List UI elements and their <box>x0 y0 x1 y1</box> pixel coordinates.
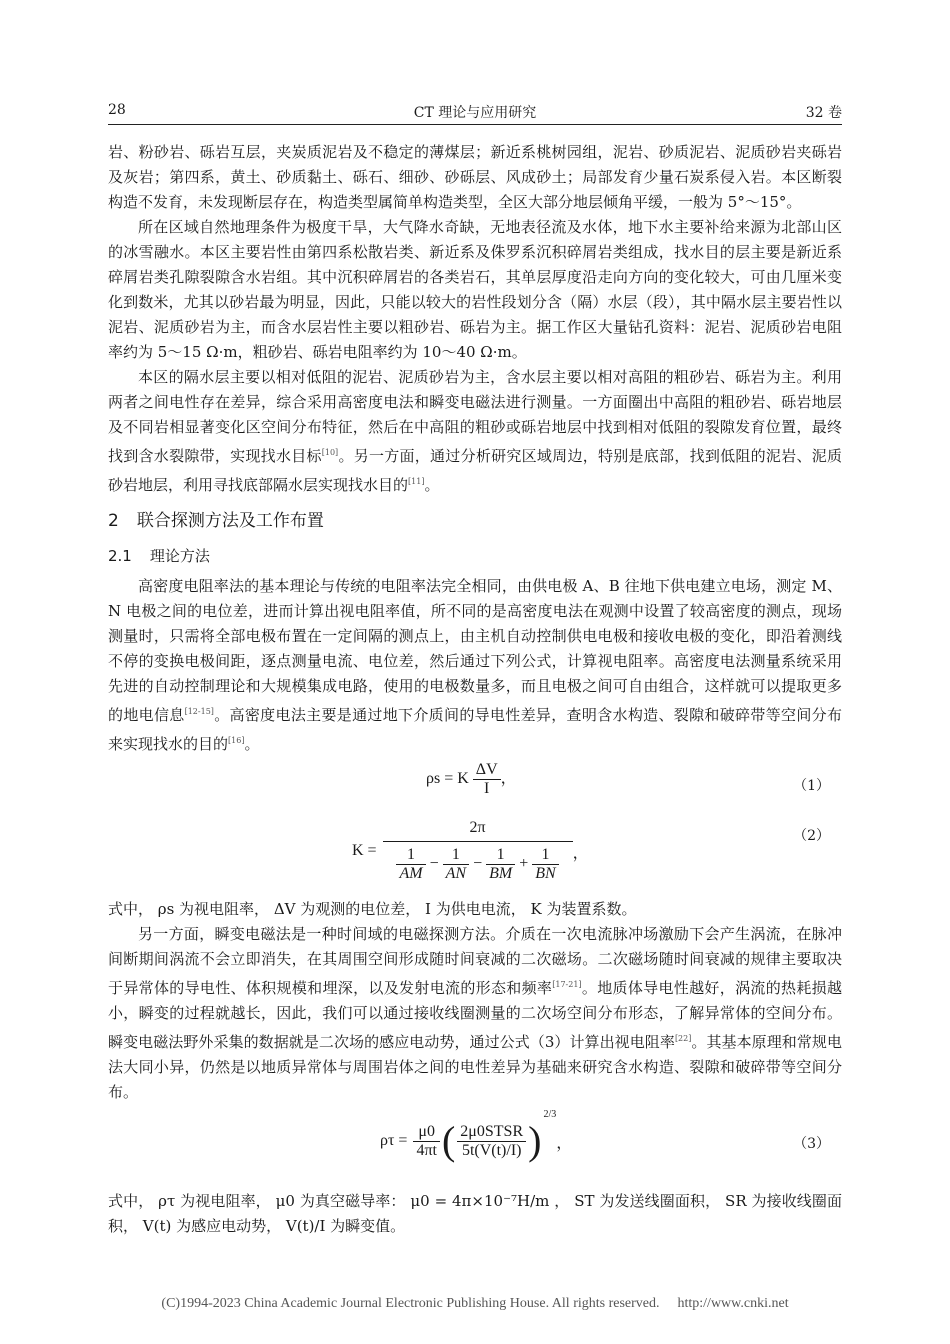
article-body <box>108 140 842 1239</box>
citation-link[interactable]: [17-21] <box>552 980 582 989</box>
cnki-link[interactable]: http://www.cnki.net <box>677 1296 789 1311</box>
volume-label: 32 卷 <box>805 105 842 121</box>
citation-link[interactable]: [10] <box>321 448 339 457</box>
paragraph-aquifer: 本区的隔水层主要以相对低阻的泥岩、泥质砂岩为主，含水层主要以相对高阻的粗砂岩、砾岩为主。利用两者之间电性存在差异，综合采用高密度电法和瞬变电磁法进行测量。一方面圈出中高阻的粗砂岩、砾岩地层及不同岩相显著变化区空间分布特征，然后在中高阻的粗砂或砾岩地层中找到相对低阻的裂隙发育位置，最终找到含水裂隙带，实现找水目标[10]。另一方面，通过分析研究区域周边，特别是底部，找到低阻的泥岩、泥质砂岩地层，利用寻找底部隔水层实现找水目的[11]。 <box>108 368 842 494</box>
subsection-heading: 2.1 理论方法 <box>108 547 210 565</box>
citation-link[interactable]: [12-15] <box>184 707 214 716</box>
journal-title: CT 理论与应用研究 <box>413 105 537 121</box>
section-heading: 2 联合探测方法及工作布置 <box>108 511 324 531</box>
citation-link[interactable]: [22] <box>674 1034 692 1043</box>
equation-1: ρs = K $\frac{\Delta V}{I}$ ， （1） <box>426 761 830 797</box>
citation-link[interactable]: [11] <box>408 477 425 486</box>
citation-link[interactable]: [16] <box>228 736 245 745</box>
paragraph-hydrology: 所在区域自然地理条件为极度干旱，大气降水奇缺，无地表径流及水体，地下水主要补给来源为北部山区的冰雪融水。本区主要岩性由第四系松散岩类、新近系及侏罗系沉积碎屑岩类组成，找水目的层主要是新近系碎屑岩类孔隙裂隙含水岩组。其中沉积碎屑岩的各类岩石，其单层厚度沿走向方向的变化较大，可由几厘米变化到数米，尤其以砂岩最为明显，因此，只能以较大的岩性段划分含（隔）水层（段），其中隔水层主要岩性以泥岩、泥质砂岩为主，而含水层岩性主要以粗砂岩、砾岩为主。据工作区大量钻孔资料：泥岩、泥质砂岩电阻率约为 5～15 Ω·m，粗砂岩、砾岩电阻率约为 10～40 Ω·m。 <box>108 218 842 361</box>
equation-2: K = 2π $\frac{1}{AM}$ − $\frac{1}{AN}$ − $\frac{1}{BM}$ + $\frac{1}{BN}$ ， （2） <box>352 819 830 882</box>
paragraph-tem-method: 另一方面，瞬变电磁法是一种时间域的电磁探测方法。介质在一次电流脉冲场激励下会产生涡流，在脉冲间断期间涡流不会立即消失，在其周围空间形成随时间衰减的二次磁场。二次磁场随时间衰减的规律主要取决于异常体的导电性、体积规模和埋深，以及发射电流的形态和频率[17-21]。地质体导电性越好，涡流的热耗损越小，瞬变的过程就越长，因此，我们可以通过接收线圈测量的二次场空间分布形态，了解异常体的空间分布。瞬变电磁法野外采集的数据就是二次场的感应电动势，通过公式（3）计算出视电阻率[22]。其基本原理和常规电法大同小异，仍然是以地质异常体与周围岩体之间的电性差异为基础来研究含水构造、裂隙和破碎带等空间分布。 <box>108 925 842 1101</box>
copyright-footer <box>0 1296 950 1312</box>
paragraph-variables-1: 式中， ρs 为视电阻率， ΔV 为观测的电位差， I 为供电电流， K 为装置系数。 <box>108 900 637 918</box>
equation-number: （1） <box>793 778 830 794</box>
copyright-text: (C)1994-2023 China Academic Journal Electronic Publishing House. All rights reserved. <box>161 1296 660 1311</box>
page-number: 28 <box>108 102 126 118</box>
paragraph-variables-2: 式中， ρτ 为视电阻率， μ0 为真空磁导率： μ0 = 4π×10⁻⁷H/m ， ST 为发送线圈面积， SR 为接收线圈面积， V(t) 为感应电动势， V(t)/I 为瞬变值。 <box>108 1192 842 1235</box>
equation-3: ρτ = $\frac{\mu 0}{4\pi t}$ ( $\frac{\text{2μ0STSR}}{5t(V(t)/I)}$ ) 2/3 ， （3） <box>380 1109 830 1163</box>
paragraph-resistivity-method: 高密度电阻率法的基本理论与传统的电阻率法完全相同，由供电极 A、B 往地下供电建立电场，测定 M、N 电极之间的电位差，进而计算出视电阻率值，所不同的是高密度电法在观测中设置了较高密度的测点，现场测量时，只需将全部电极布置在一定间隔的测点上，由主机自动控制供电电极和接收电极的变化，即沿着测线不停的变换电极间距，逐点测量电流、电位差，然后通过下列公式，计算视电阻率。高密度电法测量系统采用先进的自动控制理论和大规模集成电路，使用的电极数量多，而且电极之间可自由组合，这样就可以提取更多的地电信息[12-15]。高密度电法主要是通过地下介质间的导电性差异，查明含水构造、裂隙和破碎带等空间分布来实现找水的目的[16]。 <box>108 577 842 753</box>
running-header <box>108 102 842 125</box>
equation-number: （2） <box>793 828 830 844</box>
paragraph-geology: 岩、粉砂岩、砾岩互层，夹炭质泥岩及不稳定的薄煤层；新近系桃树园组，泥岩、砂质泥岩、泥质砂岩夹砾岩及灰岩；第四系，黄土、砂质黏土、砾石、细砂、砂砾层、风成砂土；局部发育少量石炭系侵入岩。本区断裂构造不发育，未发现断层存在，构造类型属简单构造类型，全区大部分地层倾角平缓，一般为 5°～15°。 <box>108 143 842 211</box>
equation-number: （3） <box>793 1136 830 1152</box>
